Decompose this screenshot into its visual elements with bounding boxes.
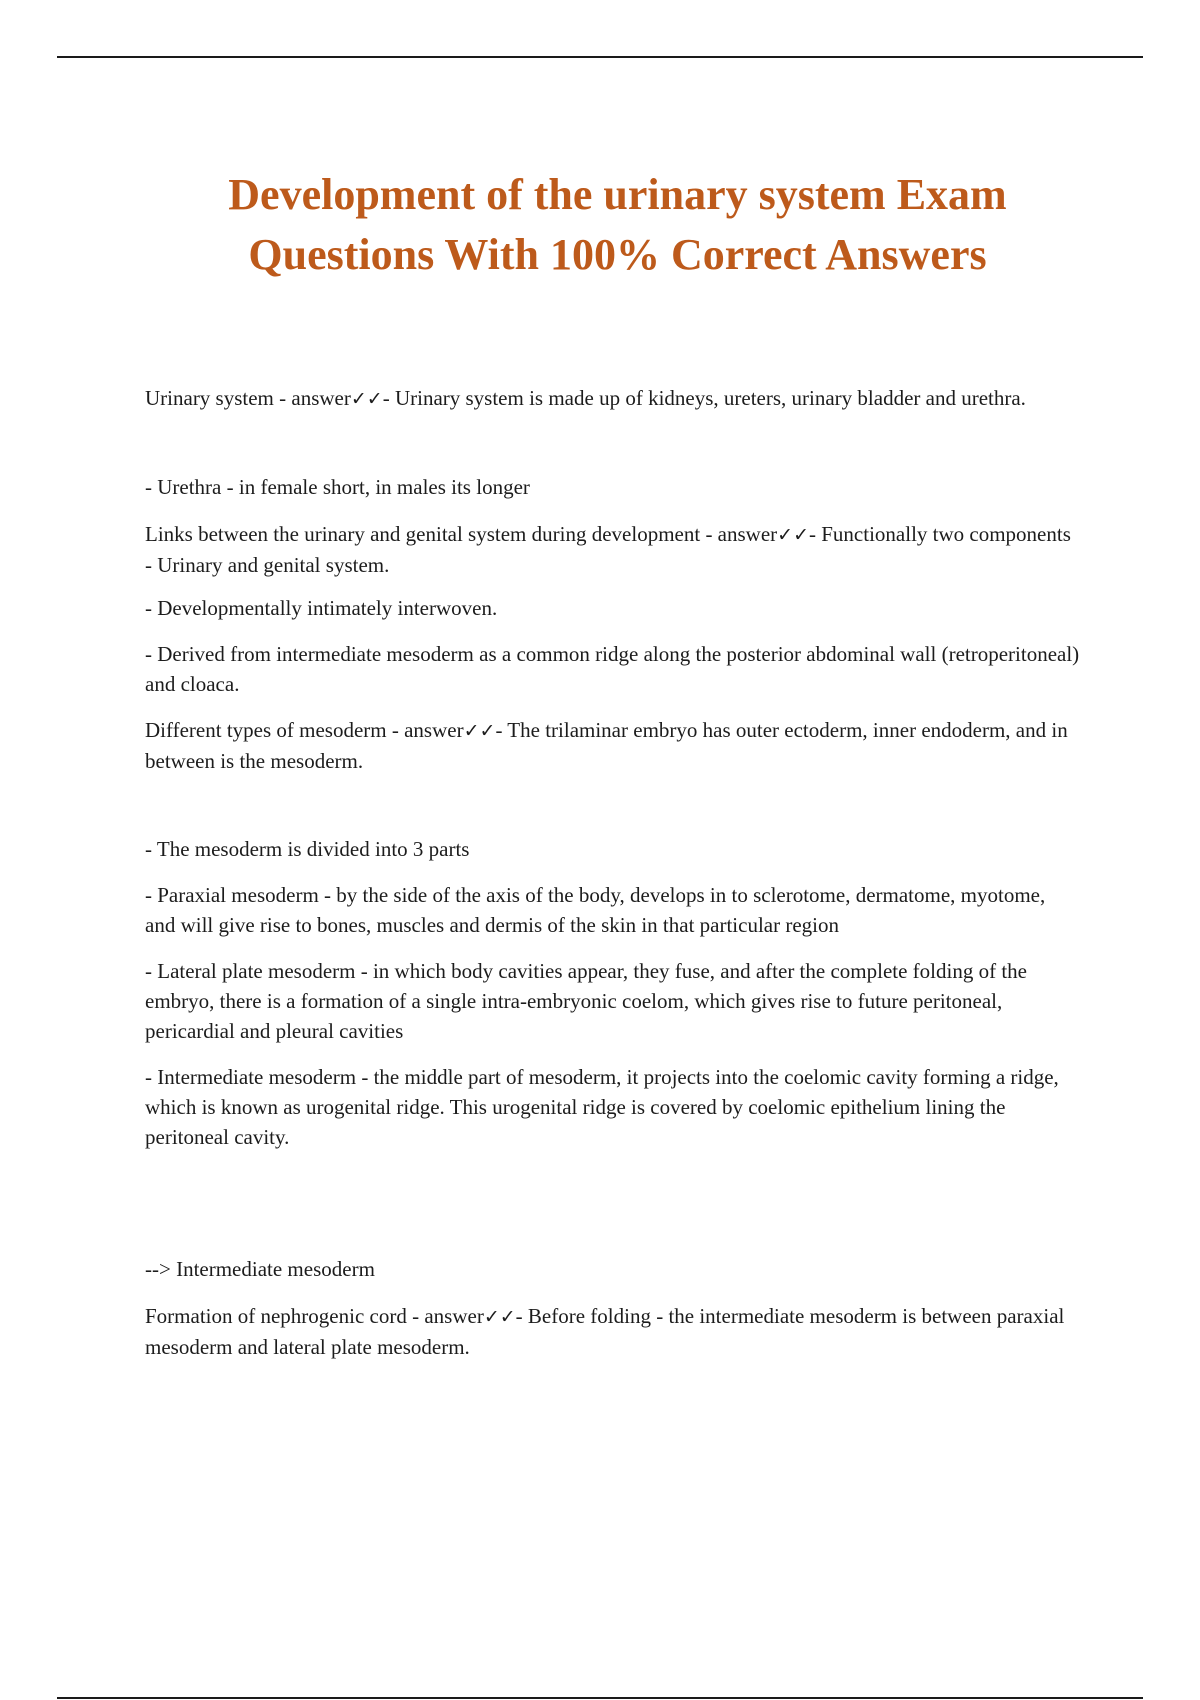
double-check-icon: ✓✓ [777, 524, 809, 546]
list-item: --> Intermediate mesoderm [145, 1257, 375, 1281]
double-check-icon: ✓✓ [463, 720, 496, 742]
question-text: Different types of mesoderm - answer [145, 718, 464, 742]
answer-text: - Functionally two components - Urinary and genital system. [145, 522, 1071, 577]
qa-urinary-system [145, 383, 1080, 414]
list-item: - Intermediate mesoderm - the middle part of mesoderm, it projects into the coelomic cavity forming a ridge, which is known as urogenital ridge. This urogenital ridge is covered by coelomic epithelium lining the peritoneal cavity. [145, 1065, 1059, 1149]
list-item: - Derived from intermediate mesoderm as a common ridge along the posterior abdominal wall (retroperitoneal) and cloaca. [145, 642, 1080, 696]
list-item: - The mesoderm is divided into 3 parts [145, 837, 470, 861]
list-item: - Urethra - in female short, in males its longer [145, 475, 530, 499]
document-body [145, 383, 1080, 1362]
question-text: Urinary system - answer [145, 386, 351, 410]
list-item: - Lateral plate mesoderm - in which body cavities appear, they fuse, and after the complete folding of the embryo, there is a formation of a single intra-embryonic coelom, which gives rise to future peritoneal, pericardial and pleural cavities [145, 959, 1027, 1043]
double-check-icon: ✓✓ [483, 1306, 516, 1328]
answer-text: - The trilaminar embryo has outer ectoderm, inner endoderm, and in between is the mesoderm. [145, 718, 1068, 773]
qa-urinary-genital-links [145, 519, 1080, 580]
list-item: - Paraxial mesoderm - by the side of the axis of the body, develops in to sclerotome, dermatome, myotome, and will give rise to bones, muscles and dermis of the skin in that particular region [145, 883, 1046, 937]
question-text: Formation of nephrogenic cord - answer [145, 1304, 484, 1328]
bottom-rule [57, 1697, 1143, 1699]
document-title [120, 165, 1115, 285]
title-line-1: Development of the urinary system Exam [228, 170, 1007, 219]
list-item: - Developmentally intimately interwoven. [145, 596, 498, 620]
answer-text: - Before folding - the intermediate mesoderm is between paraxial mesoderm and lateral plate mesoderm. [145, 1304, 1065, 1359]
title-line-2: Questions With 100% Correct Answers [248, 230, 987, 279]
double-check-icon: ✓✓ [350, 388, 383, 410]
top-rule [57, 56, 1143, 58]
answer-text: - Urinary system is made up of kidneys, ureters, urinary bladder and urethra. [382, 386, 1026, 410]
qa-nephrogenic-cord [145, 1301, 1080, 1362]
qa-mesoderm-types [145, 715, 1080, 776]
question-text: Links between the urinary and genital system during development - answer [145, 522, 778, 546]
